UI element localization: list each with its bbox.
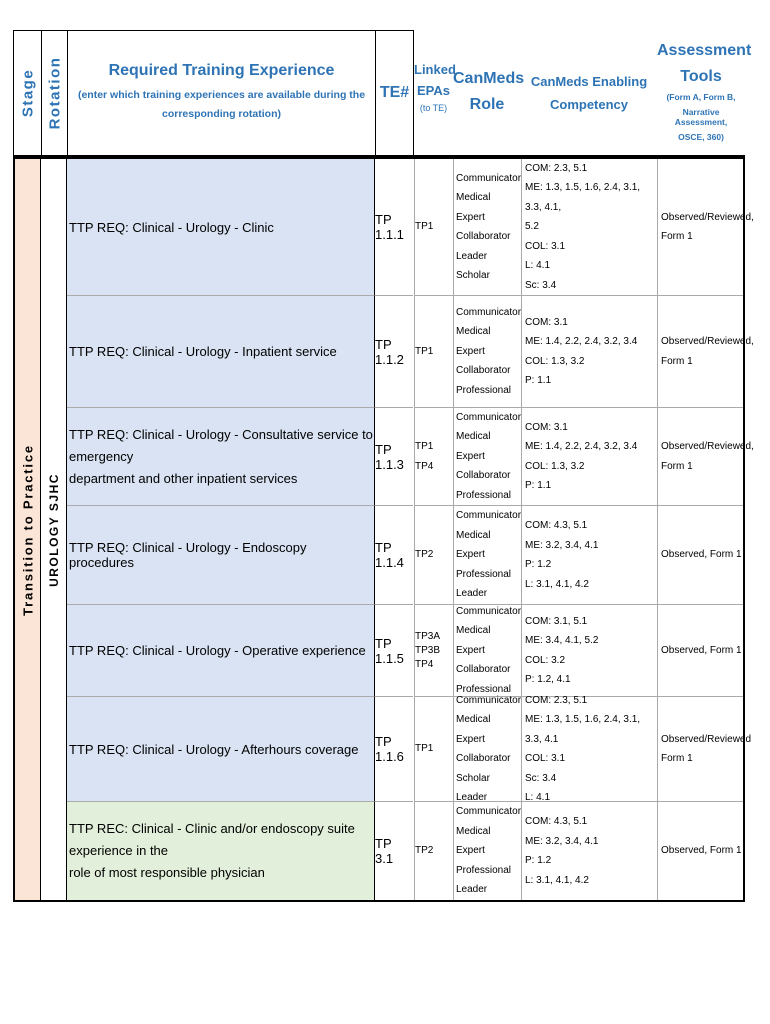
competency: P: 1.1 <box>525 480 552 491</box>
canmeds-role-line1: CanMeds <box>453 70 525 87</box>
tool: Form 1 <box>661 231 693 242</box>
competency: P: 1.2 <box>525 855 552 866</box>
te-number-label: TE# <box>379 84 410 101</box>
header-linked-epas <box>413 30 456 156</box>
enabling-line1: CanMeds Enabling <box>530 74 648 89</box>
competency: COL: 1.3, 3.2 <box>525 460 585 472</box>
header-stage <box>13 30 41 156</box>
experience-text: TTP REC: Clinical - Clinic and/or endoscopy suite experience in the <box>69 821 355 858</box>
competency: COM: 2.3, 5.1 <box>525 162 588 174</box>
epa-value: TP3B <box>415 644 441 656</box>
row-5-competency <box>521 605 657 697</box>
assessment-line1: Assessment <box>657 42 752 59</box>
row-5-epas <box>414 605 453 697</box>
row-3-epas <box>414 408 453 506</box>
role: Medical Expert <box>456 431 491 462</box>
experience-text: TTP REQ: Clinical - Urology - Inpatient service <box>69 344 337 359</box>
linked-epas-line1: Linked <box>414 62 456 77</box>
row-1-te <box>375 159 413 296</box>
role: Medical Expert <box>456 326 491 357</box>
stage-cell <box>15 159 41 900</box>
epa-value: TP1 <box>415 743 434 755</box>
role: Professional <box>456 683 512 695</box>
competency: COM: 3.1, 5.1 <box>525 615 588 627</box>
tool: Observed, Form 1 <box>661 845 742 857</box>
epa-value: TP1 <box>415 345 434 357</box>
te-value: TP 1.1.6 <box>375 734 404 764</box>
role: Medical Expert <box>456 825 491 857</box>
competency: COM: 2.3, 5.1 <box>525 694 588 706</box>
role: Collaborator <box>456 231 511 242</box>
row-1-tools <box>657 159 754 296</box>
epa-value: TP2 <box>415 549 434 561</box>
role: Professional <box>456 489 512 501</box>
header-required <box>67 30 375 156</box>
row-3-tools <box>657 408 754 506</box>
tool: Form 1 <box>661 355 693 367</box>
row-5-experience <box>67 605 375 697</box>
competency: COL: 1.3, 3.2 <box>525 355 585 367</box>
epa-value: TP1 <box>415 441 434 452</box>
header-row <box>13 30 752 156</box>
canmeds-role-line2: Role <box>469 96 505 113</box>
header-te-number <box>375 30 413 156</box>
tool: Observed/Reviewed, <box>661 336 754 347</box>
row-3-te <box>375 408 413 506</box>
competency: L: 4.1 <box>525 792 551 803</box>
row-4-roles <box>453 506 521 605</box>
epa-value: TP1 <box>415 221 434 233</box>
row-2-te <box>375 296 413 408</box>
assessment-line2: Tools <box>680 68 722 85</box>
competency: COL: 3.1 <box>525 240 566 252</box>
te-value: TP 1.1.3 <box>375 441 404 472</box>
competency: COM: 3.1 <box>525 316 568 328</box>
row-7-epas <box>414 802 453 900</box>
role: Collaborator <box>456 470 511 482</box>
row-7-competency <box>521 802 657 900</box>
competency: COM: 4.3, 5.1 <box>525 520 588 531</box>
epa-value: TP2 <box>415 845 434 857</box>
role: Communicator <box>456 510 522 522</box>
competency: L: 3.1, 4.1, 4.2 <box>525 578 589 590</box>
row-7-roles <box>453 802 521 900</box>
row-4-experience <box>67 506 375 605</box>
row-3-competency <box>521 408 657 506</box>
experience-text: TTP REQ: Clinical - Urology - Clinic <box>69 219 274 235</box>
rotation-label: UROLOGY SJHC <box>46 472 61 587</box>
header-rotation <box>41 30 67 156</box>
competency: Sc: 3.4 <box>525 772 557 784</box>
experience-text: TTP REQ: Clinical - Urology - Afterhours coverage <box>69 741 359 757</box>
tool: Observed, Form 1 <box>661 644 742 656</box>
role: Scholar <box>456 270 490 281</box>
te-value: TP 1.1.1 <box>375 212 404 242</box>
tool: Observed/Reviewed <box>661 733 752 745</box>
row-5-roles <box>453 605 521 697</box>
epa-value: TP3A <box>415 630 441 642</box>
role: Professional <box>456 568 512 580</box>
row-4-te <box>375 506 413 605</box>
row-4-epas <box>414 506 453 605</box>
role: Medical Expert <box>456 192 491 223</box>
role: Leader <box>456 884 488 896</box>
competency: P: 1.2, 4.1 <box>525 674 571 685</box>
row-2-competency <box>521 296 657 408</box>
experience-text: TTP REQ: Clinical - Urology - Consultative service to emergency <box>69 426 373 464</box>
te-value: TP 1.1.5 <box>375 635 404 666</box>
row-5-te <box>375 605 413 697</box>
row-2-tools <box>657 296 754 408</box>
rotation-cell <box>41 159 67 900</box>
competency: ME: 3.2, 3.4, 4.1 <box>525 835 599 847</box>
row-3-roles <box>453 408 521 506</box>
assessment-sub3: OSCE, 360) <box>678 132 724 142</box>
tool: Form 1 <box>661 753 693 764</box>
role: Communicator <box>456 806 522 818</box>
role: Leader <box>456 250 488 262</box>
header-assessment-tools <box>657 30 752 156</box>
experience-text: department and other inpatient services <box>69 470 298 486</box>
competency: ME: 3.2, 3.4, 4.1 <box>525 539 599 551</box>
role: Communicator <box>456 306 522 318</box>
row-1-roles <box>453 159 521 296</box>
row-3-experience <box>67 408 375 506</box>
experience-text: role of most responsible physician <box>69 865 265 880</box>
competency: ME: 3.4, 4.1, 5.2 <box>525 635 599 646</box>
assessment-sub1: (Form A, Form B, <box>666 92 736 102</box>
role: Collaborator <box>456 365 511 377</box>
experience-text: TTP REQ: Clinical - Urology - Operative experience <box>69 643 366 658</box>
experience-text: TTP REQ: Clinical - Urology - Endoscopy procedures <box>69 540 307 570</box>
competency: ME: 1.4, 2.2, 2.4, 3.2, 3.4 <box>525 336 638 347</box>
role: Collaborator <box>456 753 511 764</box>
row-7-experience <box>67 802 375 900</box>
competency: COM: 3.1 <box>525 421 568 433</box>
row-2-roles <box>453 296 521 408</box>
competency: L: 3.1, 4.1, 4.2 <box>525 874 589 886</box>
stage-header-label: Stage <box>19 68 36 118</box>
row-6-tools <box>657 697 752 802</box>
te-value: TP 1.1.2 <box>375 336 404 367</box>
role: Medical Expert <box>456 529 491 561</box>
linked-epas-sub: (to TE) <box>419 103 448 113</box>
row-1-epas <box>414 159 453 296</box>
role: Communicator <box>456 694 522 706</box>
competency: ME: 1.4, 2.2, 2.4, 3.2, 3.4 <box>525 441 638 452</box>
required-title: Required Training Experience <box>108 62 335 79</box>
linked-epas-line2: EPAs <box>417 83 450 98</box>
rotation-header-label: Rotation <box>46 56 63 130</box>
row-7-te <box>375 802 413 900</box>
competency: COL: 3.2 <box>525 654 566 666</box>
role: Professional <box>456 384 512 396</box>
tool: Observed/Reviewed, <box>661 211 754 223</box>
row-4-competency <box>521 506 657 605</box>
tool: Observed, Form 1 <box>661 549 742 561</box>
competency: P: 1.2 <box>525 559 552 570</box>
competency: COM: 4.3, 5.1 <box>525 816 588 827</box>
role: Communicator <box>456 172 522 184</box>
role: Professional <box>456 864 512 876</box>
competency: 5.2 <box>525 221 539 233</box>
competency: P: 1.1 <box>525 375 552 386</box>
row-1-experience <box>67 159 375 296</box>
competency: ME: 1.3, 1.5, 1.6, 2.4, 3.1, 3.3, 4.1, <box>525 182 641 213</box>
row-6-epas <box>414 697 453 802</box>
role: Communicator <box>456 411 522 423</box>
stage-label: Transition to Practice <box>20 443 35 616</box>
epa-value: TP4 <box>415 658 434 670</box>
tool: Form 1 <box>661 460 693 472</box>
row-7-tools <box>657 802 743 900</box>
header-enabling-competency <box>521 30 657 156</box>
tool: Observed/Reviewed, <box>661 441 754 452</box>
competency: ME: 1.3, 1.5, 1.6, 2.4, 3.1, 3.3, 4.1 <box>525 714 641 745</box>
row-6-competency <box>521 694 657 803</box>
role: Medical Expert <box>456 625 491 656</box>
role: Collaborator <box>456 664 511 676</box>
role: Scholar <box>456 772 490 784</box>
competency: L: 4.1 <box>525 260 551 272</box>
header-canmeds-role <box>453 30 525 156</box>
competency: COL: 3.1 <box>525 753 566 764</box>
role: Medical Expert <box>456 714 491 745</box>
epa-value: TP4 <box>415 460 434 472</box>
role: Leader <box>456 792 488 803</box>
te-value: TP 1.1.4 <box>375 540 404 570</box>
assessment-sub2: Narrative Assessment, <box>674 107 728 127</box>
row-1-competency <box>521 159 657 296</box>
row-6-te <box>375 697 413 802</box>
row-6-roles <box>453 694 522 803</box>
row-2-epas <box>414 296 453 408</box>
row-5-tools <box>657 605 743 697</box>
role: Communicator <box>456 605 522 617</box>
te-value: TP 3.1 <box>375 836 394 866</box>
row-6-experience <box>67 697 375 802</box>
enabling-line2: Competency <box>549 97 629 112</box>
competency: Sc: 3.4 <box>525 279 557 291</box>
role: Leader <box>456 588 488 600</box>
row-2-experience <box>67 296 375 408</box>
required-subtitle: (enter which training experiences are available during the corresponding rotation) <box>77 89 366 120</box>
row-4-tools <box>657 506 743 605</box>
